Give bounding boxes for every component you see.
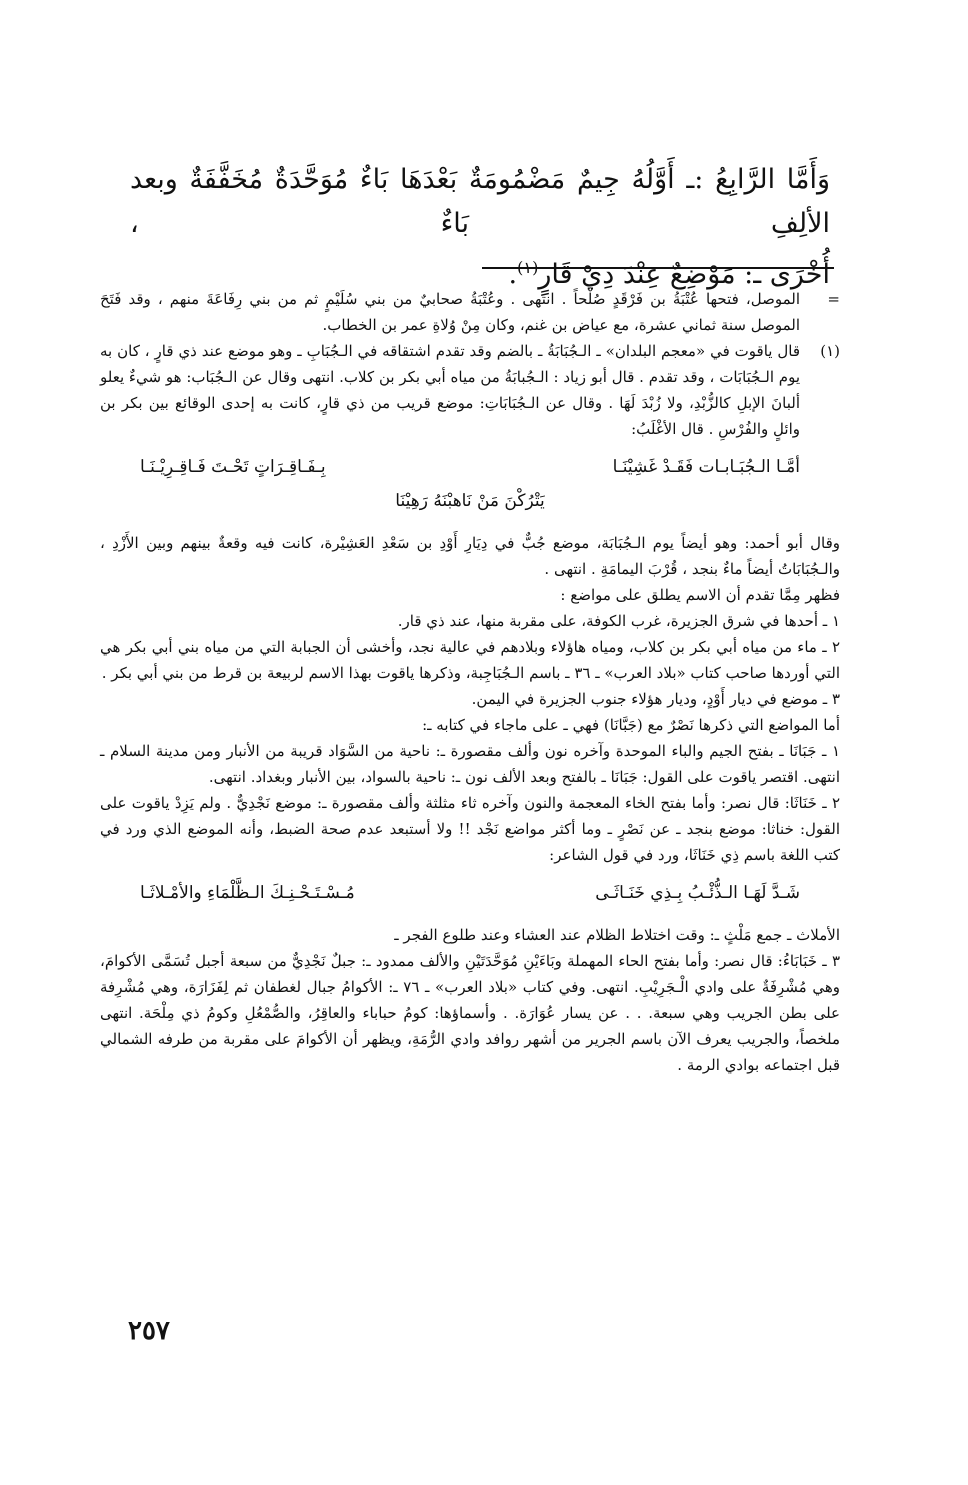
continuation-marker: = bbox=[827, 290, 840, 308]
paragraph-nasr: أما المواضع التي ذكرها نَصْرٌ مع (جَبَّانَا) فهي ـ على ماجاء في كتابه ـ: bbox=[422, 716, 840, 734]
paragraph-amlath: الأملاث ـ جمع مَلْثٍ ـ: وقت اختلاط الظلام عند العشاء وعند طلوع الفجر ـ bbox=[394, 926, 840, 944]
poem-1-verse bbox=[100, 452, 840, 482]
footnotes-section bbox=[100, 286, 840, 1078]
continuation-text: الموصل، فتحها عُتْبَةُ بن فَرْقَدٍ صُلْحاً . انتهى . وعُتْبَةُ صحابيٌ من بني سُلَيْمٍ ثم من بني رِفَاعَةَ منهم ، وقد فَتَحَ الموصل سنة ثماني عشرة، مع عياض بن غنم، وكان مِنْ وُلاةِ عمر بن الخطاب. bbox=[100, 290, 800, 334]
main-text-line-1: وَأَمَّا الرَّابِعُ :ـ أَوَّلُهُ جِيمٌ مَضْمُومَةٌ بَعْدَهَا بَاءٌ مُوَحَّدَةٌ مُخَفَّفَةٌ وبعد الألِفِ بَاءٌ ، bbox=[130, 164, 830, 239]
poem-2-first-hemistich: شَـدَّ لَهَـا الـذُّئْـبُ بِـذِي خَنَـاثَـى bbox=[595, 883, 800, 903]
footnote-continuation bbox=[100, 286, 840, 338]
footnote-reference: (١) bbox=[517, 258, 539, 277]
list-item-jabana: ١ ـ جَبَانَا ـ بفتح الجيم والباء الموحدة وآخره نون وألف مقصورة ـ: ناحية من السَّوَاد قريبة من الأنبار ومن مدينة السلام ـ انتهى. اقتصر ياقوت على القول: جَبَانَا ـ بالفتح وبعد الألف نون ـ: ناحية بالسواد، بين الأنبار وبغداد. انتهى. bbox=[100, 742, 840, 786]
poem-2-verse bbox=[100, 878, 840, 908]
main-text-line-2: أُخْرَى ـ: مَوْضِعٌ عِنْدَ ذِيْ قَارٍ$^{(١)}$. bbox=[508, 258, 830, 290]
list-item-khanatha: ٢ ـ خَنَاثَا: قال نصر: وأما بفتح الخاء المعجمة والنون وآخره ثاء مثلثة وألف مقصورة ـ: موضع نَجْدِيٌّ . ولم يَزِدْ ياقوت على القول: خناثا: موضع بنجد ـ عن نَصْرٍ ـ وما أكثر مواضع نَجْد !! ولا أستبعد عدم صحة الضبط، وأنه الموضع الذي ورد في كتب اللغة باسم ذِي خَنَاثَا، ورد في قول الشاعر: bbox=[100, 794, 840, 864]
list-item-khababa: ٣ ـ خَبَابَاءُ: قال نصر: وأما بفتح الحاء المهملة وبَاءَيْنِ مُوَحَّدَتَيْنِ والألف ممدود ـ: جبلٌ نَجْدِيٌّ من سبعة أجبل تُسَمَّى الأكوامَ، وهي مُشْرِفَةٌ على وادي الْـجَرِيْبِ. انتهى. وفي كتاب «بلاد العرب» ـ ٧٦ ـ: الأكوامُ جبال لغطفان ثم لِفَزَارَة، وهي مُشْرِفة على بطن الجريب وهي سبعة. . . عن يسار عُوَارَة. . وأسماؤها: كومُ حباباء والعاقِرُ، والصُّمْعُلِ وكومُ ذي مِلْحَة. انتهى ملخصاً، والجريب يعرف الآن باسم الجرير من أشهر روافد وادي الرُّمَةِ، ويظهر أن الأكوامَ على مقربة من طرفه الشمالي قبل اجتماعه بوادي الرمة . bbox=[100, 952, 840, 1074]
list-item-2: ٢ ـ ماء من مياه أبي بكر بن كلاب، ومياه هاؤلاء وبلادهم في عالية نجد، وأخشى أن الجبابة التي من مياه بني أبي بكر هي التي أوردها صاحب كتاب «بلاد العرب» ـ ٣٦ ـ باسم الـجُبَاجِبة، وذكرها ياقوت بهذا الاسم لربيعة بن قرط من بني أبي بكر . bbox=[100, 638, 840, 682]
poem-1-first-hemistich: أمَّـا الـجُبَـابـات فَقَـدْ غَشِيْنَـا bbox=[612, 457, 800, 477]
paragraph-abu-ahmad: وقال أبو أحمد: وهو أيضاً يوم الـجُبَابَة، موضع جُبٌّ في دِيَارِ أَوْدِ بن سَعْدِ العَشِيْرة، كانت فيه وقعةٌ بينهم وبين الأَزْدِ ، والـجُبَابَاتُ أيضاً ماءٌ بنجد ، قُرْبَ اليمامَةِ . انتهى . bbox=[100, 534, 840, 578]
list-item-3: ٣ ـ موضع في ديار أَوْدٍ، وديار هؤلاء جنوب الجزيرة في اليمن. bbox=[471, 690, 840, 708]
main-text bbox=[130, 158, 830, 297]
footnote-1 bbox=[100, 338, 840, 442]
list-item-1: ١ ـ أحدها في شرق الجزيرة، غرب الكوفة، على مقربة منها، عند ذي قار. bbox=[397, 612, 840, 630]
poem-2-second-hemistich: مُـسْـتَـحْـنِـكَ الـظَّلْمَاءِ والأمْـلاثَـا bbox=[140, 883, 355, 903]
paragraph-conclusion: فظهر مِمَّا تقدم أن الاسم يطلق على مواضع : bbox=[560, 586, 840, 604]
page-number: ٢٥٧ bbox=[128, 1316, 170, 1346]
poem-1-center-line: يَتْرُكْنَ مَنْ نَاهبْنَهُ رَهِيْنَا bbox=[395, 491, 545, 511]
footnote-separator bbox=[482, 267, 834, 269]
footnote-1-marker: (١) bbox=[820, 342, 840, 360]
poem-1-second-hemistich: بِـفَـاقِـرَاتٍ تَحْـتَ فَـاقِـرِيْـنَـا bbox=[140, 457, 326, 477]
footnote-1-text: قال ياقوت في «معجم البلدان» ـ الـجُبَابَةُ ـ بالضم وقد تقدم اشتقاقه في الـجُبَابِ ـ وهو موضع عند ذي قارٍ ، كان به يوم الـجُبَابَات ، وقد تقدم . قال أبو زياد : الـجُبابَةُ من مياه أبي بكر بن كلاب. انتهى وقال عن الـجُبَاب: هو شيءٌ يعلو ألبانَ الإبلِ كالزُّبْدِ، ولا زُبْدَ لَهَا . وقال عن الـجُبَابَاتِ: موضع قريب من ذي قارٍ، كانت به إحدى الوقائع بين بكر بن وائلٍ والفُرْسِ . قال الأغْلَبُ: bbox=[100, 342, 800, 438]
